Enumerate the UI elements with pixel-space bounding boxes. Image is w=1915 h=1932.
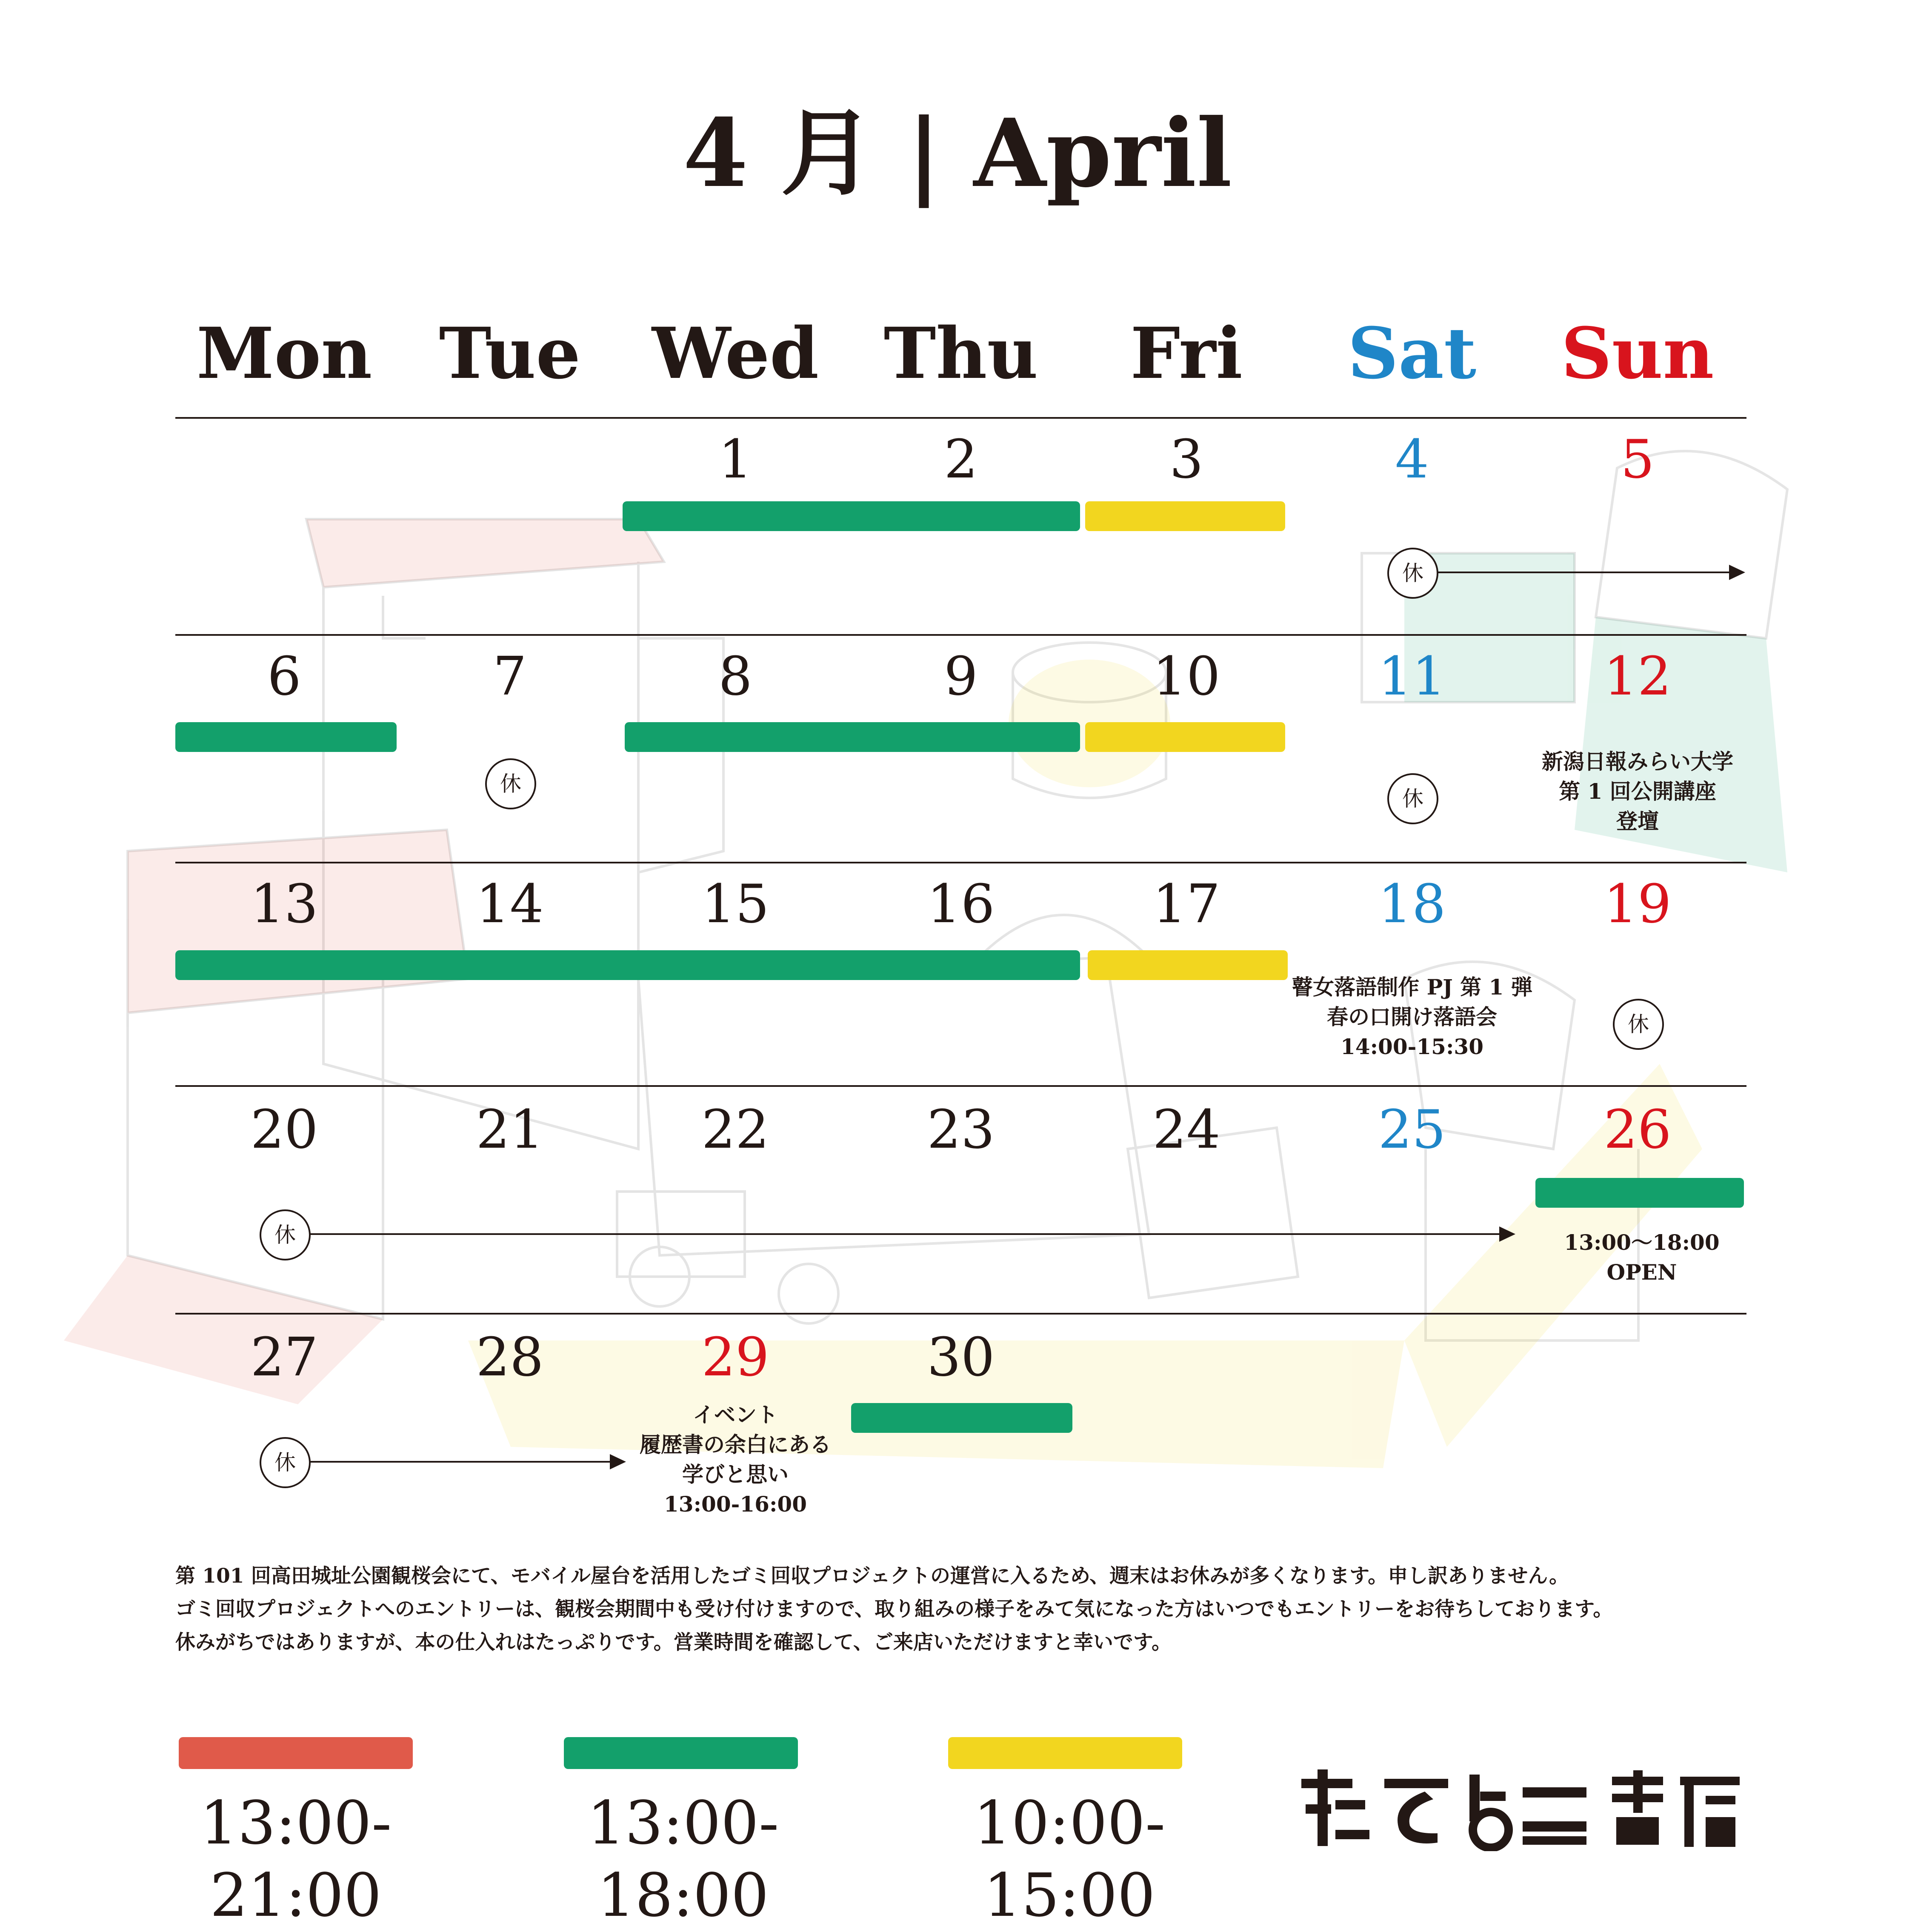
hours-bar-13-18 (851, 1403, 1072, 1433)
event-line: イベント (693, 1402, 778, 1427)
hours-bar-13-18 (175, 950, 1080, 980)
event-line: 履歴書の余白にある (640, 1432, 831, 1457)
row-divider (175, 1313, 1746, 1315)
day-8: 8 (718, 646, 752, 707)
event-note-day18 (1263, 972, 1561, 1062)
day-12: 12 (1603, 646, 1672, 707)
event-line: 13:00-16:00 (664, 1492, 807, 1517)
hours-bar-13-18 (623, 501, 1080, 531)
day-26: 26 (1603, 1099, 1672, 1160)
day-29: 29 (701, 1326, 769, 1388)
weekday-sun: Sun (1561, 312, 1714, 394)
hours-bar-13-18 (625, 722, 1080, 752)
row-divider (175, 634, 1746, 636)
closed-arrow-line (1412, 572, 1729, 573)
day-11: 11 (1378, 646, 1446, 707)
hours-bar-10-15 (1085, 501, 1285, 531)
legend-label-10-15: 10:00-15:00 (973, 1789, 1166, 1930)
day-3: 3 (1169, 429, 1203, 490)
day-2: 2 (944, 429, 978, 490)
day-17: 17 (1152, 873, 1220, 935)
hours-bar-10-15 (1088, 950, 1288, 980)
event-line: OPEN (1606, 1260, 1677, 1285)
row-divider (175, 862, 1746, 863)
closed-badge: 休 (260, 1209, 311, 1260)
closed-arrow-line (284, 1461, 610, 1463)
event-line: 春の口開け落語会 (1327, 1004, 1497, 1029)
day-30: 30 (927, 1326, 995, 1388)
event-line: 第 1 回公開講座 (1559, 779, 1716, 804)
arrow-head-icon (1729, 565, 1745, 580)
day-16: 16 (927, 873, 995, 935)
weekday-wed: Wed (652, 312, 819, 394)
notice-text (175, 1560, 1750, 1659)
row-divider (175, 417, 1746, 419)
event-line: 新潟日報みらい大学 (1542, 749, 1733, 774)
day-19: 19 (1603, 873, 1672, 935)
month-title: 4 月 | April (683, 98, 1232, 208)
event-note-day29 (586, 1400, 884, 1519)
notice-line: 休みがちではありますが、本の仕入れはたっぷりです。営業時間を確認して、ご来店いただけますと幸いです。 (175, 1631, 1172, 1654)
day-21: 21 (476, 1099, 544, 1160)
day-25: 25 (1378, 1099, 1446, 1160)
legend-swatch-red (179, 1737, 413, 1769)
weekday-fri: Fri (1130, 312, 1243, 394)
event-line: 14:00-15:30 (1340, 1034, 1483, 1059)
day-6: 6 (267, 646, 301, 707)
closed-badge: 休 (260, 1437, 311, 1488)
day-20: 20 (250, 1099, 318, 1160)
legend-label-13-21: 13:00-21:00 (200, 1789, 392, 1930)
row-divider (175, 1085, 1746, 1087)
day-27: 27 (250, 1326, 318, 1388)
event-note-day12 (1489, 747, 1786, 836)
day-10: 10 (1152, 646, 1220, 707)
day-9: 9 (944, 646, 978, 707)
hours-bar-13-18 (1535, 1178, 1744, 1208)
event-line: 瞽女落語制作 PJ 第 1 弾 (1292, 975, 1532, 1000)
day-15: 15 (701, 873, 769, 935)
weekday-sat: Sat (1347, 312, 1477, 394)
day-4: 4 (1395, 429, 1429, 490)
event-line: 登壇 (1616, 809, 1659, 834)
day-14: 14 (476, 873, 544, 935)
notice-line: ゴミ回収プロジェクトへのエントリーは、観桜会期間中も受け付けますので、取り組みの様子をみて気になった方はいつでもエントリーをお待ちしております。 (175, 1598, 1613, 1621)
day-28: 28 (476, 1326, 544, 1388)
legend-swatch-green (564, 1737, 798, 1769)
day-23: 23 (927, 1099, 995, 1160)
closed-arrow-line (284, 1233, 1499, 1235)
event-line: 13:00〜18:00 (1564, 1230, 1720, 1255)
weekday-mon: Mon (196, 312, 372, 394)
hours-bar-13-18 (175, 722, 397, 752)
day-5: 5 (1621, 429, 1655, 490)
closed-badge: 休 (1387, 773, 1438, 824)
closed-badge: 休 (1387, 548, 1438, 599)
day-18: 18 (1378, 873, 1446, 935)
weekday-tue: Tue (439, 312, 581, 394)
day-7: 7 (493, 646, 527, 707)
shop-logo (1297, 1766, 1745, 1851)
legend-swatch-yellow (948, 1737, 1182, 1769)
event-note-day26 (1493, 1228, 1791, 1287)
day-22: 22 (701, 1099, 769, 1160)
closed-badge: 休 (485, 758, 536, 809)
legend-label-13-18: 13:00-18:00 (587, 1789, 779, 1930)
closed-badge: 休 (1613, 999, 1664, 1050)
day-13: 13 (250, 873, 318, 935)
hours-bar-10-15 (1085, 722, 1285, 752)
notice-line: 第 101 回高田城址公園観桜会にて、モバイル屋台を活用したゴミ回収プロジェクトの運営に入るため、週末はお休みが多くなります。申し訳ありません。 (175, 1564, 1569, 1588)
event-line: 学びと思い (682, 1462, 789, 1487)
weekday-thu: Thu (883, 312, 1038, 394)
day-1: 1 (718, 429, 752, 490)
day-24: 24 (1152, 1099, 1220, 1160)
